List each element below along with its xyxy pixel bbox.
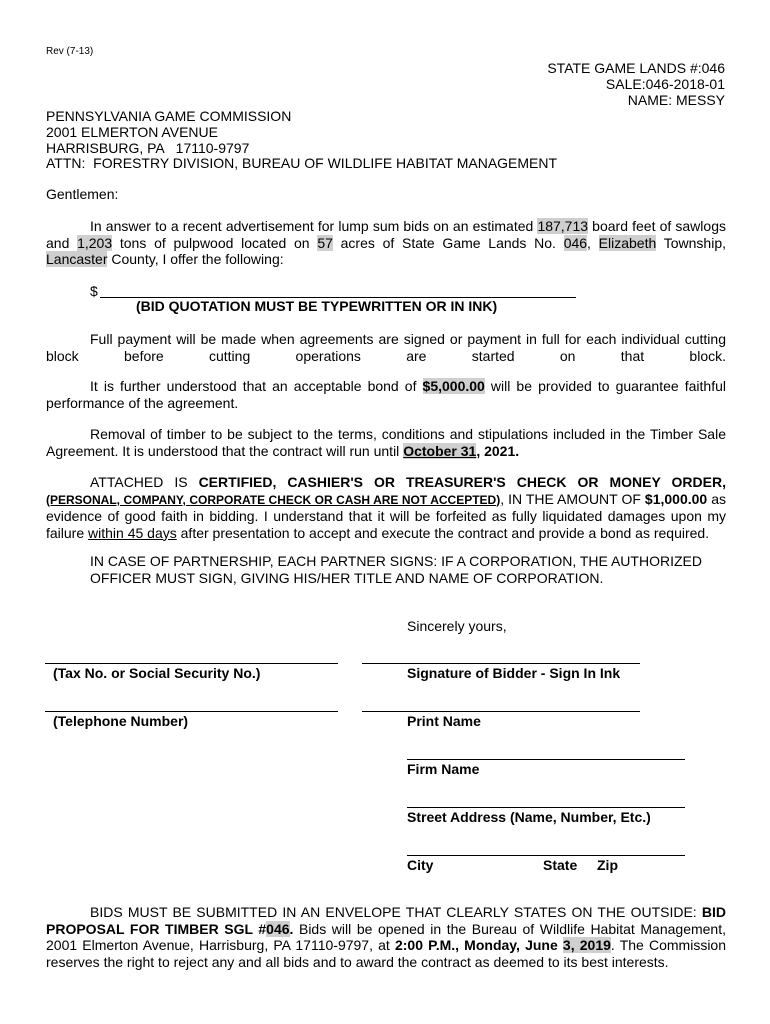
address-attn: ATTN: FORESTRY DIVISION, BUREAU OF WILDLIFE HABITAT MANAGEMENT (46, 155, 558, 171)
firm-name-label: Firm Name (407, 761, 480, 777)
signature-label: Signature of Bidder - Sign In Ink (407, 665, 621, 681)
footer-sgl-number: 046 (266, 920, 290, 937)
sale-name: NAME: MESSY (627, 92, 725, 108)
bid-opening-day: 3 (562, 937, 571, 953)
state-label: State (543, 857, 578, 873)
submission-instructions: BIDS MUST BE SUBMITTED IN AN ENVELOPE THAT CLEARLY STATES ON THE OUTSIDE: BID PROPOSAL FOR TIMBER SGL #046. Bids will be opened in the Bureau of Wildlife Habitat Management, 2001 Elmerton Avenue, Harrisburg, PA 17110-9797, at 2:00 P.M., Monday, June 3, 2019. The Commission reserves the right to reject any and all bids and to award the contract as deemed to its best interests. (46, 904, 727, 970)
payment-paragraph: Full payment will be made when agreements are signed or payment in full for each individual cutting block before cutting operations are started on that block. (46, 331, 726, 364)
firm-name-line[interactable] (407, 759, 685, 760)
street-address-label: Street Address (Name, Number, Etc.) (407, 809, 651, 825)
print-name-label: Print Name (407, 713, 481, 729)
address-line-3: HARRISBURG, PA 17110-9797 (46, 140, 250, 156)
telephone-label: (Telephone Number) (53, 713, 189, 729)
print-name-line[interactable] (362, 711, 640, 712)
not-accepted-note: (PERSONAL, COMPANY, CORPORATE CHECK OR CASH ARE NOT ACCEPTED) (46, 492, 501, 507)
street-address-line[interactable] (407, 807, 685, 808)
board-feet-value: 187,713 (537, 218, 589, 234)
contract-end-date: October 31 (403, 442, 477, 459)
pulpwood-tons-value: 1,203 (77, 234, 113, 251)
sale-number: SALE:046-2018-01 (605, 76, 725, 92)
zip-label: Zip (597, 857, 618, 873)
signature-line[interactable] (362, 663, 640, 664)
township-value: Elizabeth (598, 234, 657, 251)
revision-label: Rev (7-13) (46, 46, 94, 57)
county-value: Lancaster (46, 251, 108, 267)
bid-dollar-sign: $ (90, 283, 98, 299)
closing: Sincerely yours, (407, 618, 507, 634)
removal-paragraph: Removal of timber to be subject to the terms, conditions and stipulations included in the Timber Sale Agreement. It is understood that the contract will run until October 31, 2021. (46, 426, 726, 459)
acres-value: 57 (317, 234, 333, 251)
sgl-number-value: 046 (563, 234, 588, 251)
partnership-paragraph: IN CASE OF PARTNERSHIP, EACH PARTNER SIGNS: IF A CORPORATION, THE AUTHORIZED OFFICER MUST SIGN, GIVING HIS/HER TITLE AND NAME OF CORPORATION. (90, 553, 702, 586)
address-line-1: PENNSYLVANIA GAME COMMISSION (46, 108, 292, 124)
address-line-2: 2001 ELMERTON AVENUE (46, 124, 218, 140)
bid-opening-year: , 2019 (570, 937, 611, 953)
attached-check-paragraph: ATTACHED IS CERTIFIED, CASHIER'S OR TREASURER'S CHECK OR MONEY ORDER, (PERSONAL, COMPANY, CORPORATE CHECK OR CASH ARE NOT ACCEPTED), IN THE AMOUNT OF $1,000.00 as evidence of good faith in bidding. I understand that it will be forfeited as fully liquidated damages upon my failure within 45 days after presentation to accept and execute the contract and provide a bond as required. (46, 474, 726, 541)
bid-opening-time: 2:00 P.M., Monday, June (394, 937, 563, 953)
tax-number-line[interactable] (45, 663, 338, 664)
bond-amount: $5,000.00 (422, 378, 485, 394)
telephone-line[interactable] (45, 711, 338, 712)
city-label: City (407, 857, 434, 873)
state-game-lands-number: STATE GAME LANDS #:046 (547, 60, 725, 76)
tax-number-label: (Tax No. or Social Security No.) (53, 665, 261, 681)
bond-paragraph: It is further understood that an acceptable bond of $5,000.00 will be provided to guarantee faithful performance of the agreement. (46, 378, 726, 411)
salutation: Gentlemen: (46, 186, 119, 202)
offer-paragraph: In answer to a recent advertisement for lump sum bids on an estimated 187,713 board feet of sawlogs and 1,203 tons of pulpwood located on 57 acres of State Game Lands No. 046, Elizabeth Township, Lancaster County, I offer the following: (46, 218, 726, 267)
city-state-zip-line[interactable] (407, 855, 685, 856)
bid-quotation-note: (BID QUOTATION MUST BE TYPEWRITTEN OR IN INK) (136, 298, 498, 314)
deposit-amount: $1,000.00 (644, 490, 708, 507)
